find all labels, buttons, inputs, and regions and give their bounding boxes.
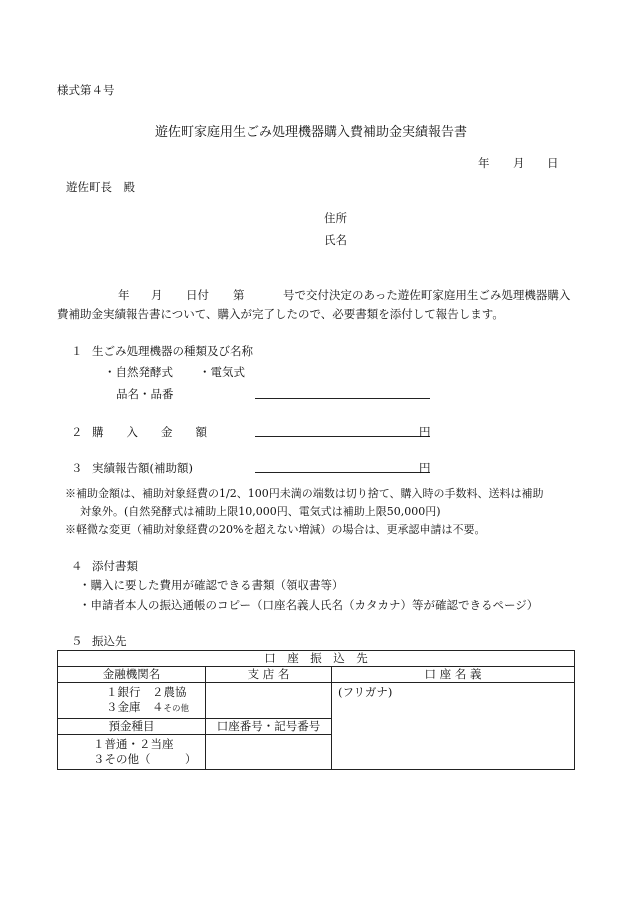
note1-line1: ※補助金額は、補助対象経費の1/2、100円未満の端数は切り捨て、購入時の手数料、送料は補助 (65, 487, 544, 500)
purchase-amount-line[interactable] (255, 436, 430, 437)
section4-heading: 添付書類 (92, 559, 138, 573)
bank-type-cell[interactable] (58, 683, 206, 719)
section1-heading: 生ごみ処理機器の種類及び名称 (92, 344, 253, 358)
intro-day: 日付 (186, 288, 209, 302)
section3-number: ３ (71, 461, 83, 475)
intro-month: 月 (151, 288, 163, 302)
report-amount-label: 実績報告額(補助額) (92, 461, 193, 475)
section2-number: ２ (71, 425, 83, 439)
section5-heading: 振込先 (92, 634, 127, 648)
attachment-item2: ・申請者本人の振込通帳のコピー（口座名義人氏名（カタカナ）等が確認できるページ） (79, 598, 539, 612)
section1-number: １ (71, 344, 83, 358)
intro-year: 年 (118, 288, 130, 302)
bank-option-line1: １銀行 ２農協 (106, 685, 187, 699)
section5-number: ５ (71, 634, 83, 648)
intro-dai: 第 (233, 288, 245, 302)
furigana-label: (フリガナ) (338, 685, 393, 699)
deposit-option-line2: ３その他（ ） (93, 752, 197, 766)
purchase-amount-unit: 円 (419, 425, 431, 439)
date-day: 日 (547, 156, 559, 170)
option-natural-fermentation: ・自然発酵式 (104, 365, 173, 379)
bank-option-other: その他 (163, 704, 190, 714)
name-label: 氏名 (324, 233, 347, 247)
intro-line2: 費補助金実績報告書について、購入が完了したので、必要書類を添付して報告します。 (57, 307, 504, 321)
col-account-holder: 口 座 名 義 (332, 667, 575, 683)
addressee: 遊佐町長 殿 (66, 180, 135, 194)
option-electric: ・電気式 (199, 365, 245, 379)
bank-option-line2 (58, 700, 205, 717)
col-bank-name: 金融機関名 (58, 667, 206, 683)
account-number-cell[interactable] (206, 735, 332, 770)
attachment-item1: ・購入に要した費用が確認できる書類（領収書等） (79, 578, 344, 592)
date-month: 月 (513, 156, 525, 170)
note2: ※軽微な変更（補助対象経費の20%を超えない増減）の場合は、更承認申請は不要。 (65, 523, 486, 536)
bank-option2-text: ３金庫 ４ (106, 700, 164, 714)
bank-transfer-table (57, 650, 575, 770)
col-branch-name: 支 店 名 (206, 667, 332, 683)
account-holder-cell[interactable] (332, 683, 575, 770)
report-amount-unit: 円 (419, 461, 431, 475)
purchase-amount-label: 購 入 金 額 (92, 425, 207, 439)
branch-cell[interactable] (206, 683, 332, 719)
section4-number: ４ (71, 559, 83, 573)
deposit-type-cell[interactable] (58, 735, 206, 770)
report-amount-line[interactable] (255, 472, 430, 473)
form-number: 様式第４号 (57, 83, 115, 97)
deposit-type-label: 預金種目 (58, 719, 206, 735)
account-number-label: 口座番号・記号番号 (206, 719, 332, 735)
table-header: 口 座 振 込 先 (58, 651, 575, 667)
document-title: 遊佐町家庭用生ごみ処理機器購入費補助金実績報告書 (155, 125, 468, 140)
date-year: 年 (478, 156, 490, 170)
product-label: 品名・品番 (116, 387, 174, 401)
address-label: 住所 (324, 211, 347, 225)
product-field-line[interactable] (255, 398, 430, 399)
note1-line2: 対象外。(自然発酵式は補助上限10,000円、電気式は補助上限50,000円) (80, 505, 441, 518)
intro-line1-rest: 号で交付決定のあった遊佐町家庭用生ごみ処理機器購入 (283, 288, 571, 302)
deposit-option-line1: １普通・２当座 (93, 737, 174, 751)
